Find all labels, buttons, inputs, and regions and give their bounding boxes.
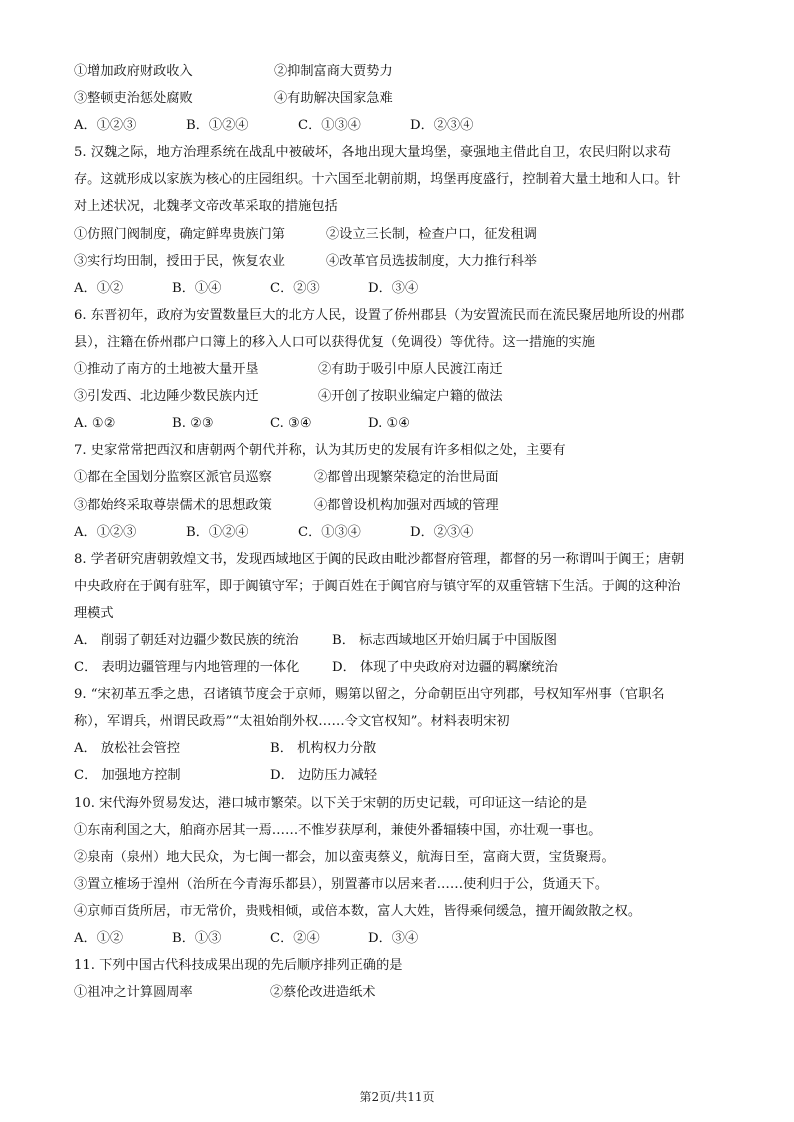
q5-stem-line-2: 存。这就形成以家族为核心的庄园组织。十六国至北朝前期，坞堡再度盛行，控制着大量土地和人口。针 xyxy=(74,172,681,188)
q5-options xyxy=(74,275,734,302)
q6-stem-line-2: 县），注籍在侨州郡户口簿上的移入人口可以获得优复（免调役）等优待。这一措施的实施 xyxy=(74,334,595,350)
q6-options xyxy=(74,410,734,437)
q4-option-b: B．①②④ xyxy=(186,118,249,134)
q5-stem-line-3: 对上述状况，北魏孝文帝改革采取的措施包括 xyxy=(74,199,338,215)
q8-option-b: B． 标志西域地区开始归属于中国版图 xyxy=(332,632,557,648)
q6-option-a: A. ①② xyxy=(74,416,116,432)
q5-statements-row-1 xyxy=(74,221,734,248)
q4-option-a: A．①②③ xyxy=(74,118,137,134)
q4-option-c: C．①③④ xyxy=(298,118,361,134)
q8-stem-line-2: 中央政府在于阗有驻军，即于阗镇守军；于阗百姓在于阗官府与镇守军的双重管辖下生活。于阗的这种治 xyxy=(74,578,681,594)
q4-statement-3: ③整顿吏治惩处腐败 xyxy=(74,91,193,107)
q7-options xyxy=(74,519,734,546)
q5-statement-2: ②设立三长制，检查户口，征发租调 xyxy=(326,226,537,242)
q6-statements-row-1 xyxy=(74,356,734,383)
q5-option-d: D．③④ xyxy=(368,280,419,296)
q6-statements-row-2 xyxy=(74,383,734,410)
q8-options-row-1 xyxy=(74,627,734,654)
q9-option-b: B． 机构权力分散 xyxy=(270,741,377,757)
q4-option-d: D．②③④ xyxy=(410,118,474,134)
q6-statement-4: ④开创了按职业编定户籍的做法 xyxy=(318,389,503,405)
q10-options xyxy=(74,925,734,952)
q5-statement-1: ①仿照门阀制度，确定鲜卑贵族门第 xyxy=(74,226,285,242)
q8-option-a: A． 削弱了朝廷对边疆少数民族的统治 xyxy=(74,632,299,648)
q10-statement-3: ③置立榷场于湟州（治所在今青海乐都县），别置蕃市以居来者……使利归于公，货通天下。 xyxy=(74,876,609,892)
q10-statement-4: ④京师百货所居，市无常价，贵贱相倾，或倍本数，富人大姓，皆得乘伺缓急，擅开阖敛散之权。 xyxy=(74,903,642,919)
q6-statement-3: ③引发西、北边陲少数民族内迁 xyxy=(74,389,259,405)
q9-stem-line-1: 9. “宋初革五季之患，召诸镇节度会于京师，赐第以留之，分命朝臣出守列郡，号权知军州事（官职名 xyxy=(74,687,665,703)
q10-stem-line-1: 10. 宋代海外贸易发达，港口城市繁荣。以下关于宋朝的历史记载，可印证这一结论的是 xyxy=(74,795,588,811)
q4-statements-row-1 xyxy=(74,58,734,85)
q10-option-b: B．①③ xyxy=(172,931,222,946)
q4-statement-1: ①增加政府财政收入 xyxy=(74,64,193,79)
q9-option-a: A． 放松社会管控 xyxy=(74,741,181,757)
q7-statements-row-1 xyxy=(74,464,734,491)
q9-options-row-2 xyxy=(74,762,734,789)
q11-statements-row-1 xyxy=(74,979,734,1006)
q6-statement-1: ①推动了南方的土地被大量开垦 xyxy=(74,362,259,378)
q7-statement-3: ③都始终采取尊崇儒术的思想政策 xyxy=(74,497,272,513)
q9-option-d: D． 边防压力减轻 xyxy=(270,768,378,784)
q8-options-row-2 xyxy=(74,654,734,681)
q4-statements-row-2 xyxy=(74,85,734,112)
q7-statement-2: ②都曾出现繁荣稳定的治世局面 xyxy=(314,470,499,486)
q5-statements-row-2 xyxy=(74,248,734,275)
page-content xyxy=(74,58,734,1006)
q5-option-a: A．①② xyxy=(74,280,124,296)
q9-options-row-1 xyxy=(74,735,734,762)
q6-stem-line-1: 6. 东晋初年，政府为安置数量巨大的北方人民，设置了侨州郡县（为安置流民而在流民聚居地所设的州郡 xyxy=(74,307,685,323)
q10-statement-2: ②泉南（泉州）地大民众，为七闽一都会，加以蛮夷蔡义，航海日至，富商大贾，宝货聚焉。 xyxy=(74,849,615,865)
q8-option-d: D． 体现了中央政府对边疆的羁縻统治 xyxy=(332,660,558,676)
q10-option-c: C．②④ xyxy=(270,931,320,946)
q5-option-b: B．①④ xyxy=(172,280,222,296)
q10-statement-1: ①东南利国之大，舶商亦居其一焉……不惟岁获厚利，兼使外番辐辏中国，亦壮观一事也。 xyxy=(74,822,602,838)
q11-statement-1: ①祖冲之计算圆周率 xyxy=(74,985,193,1001)
q7-statement-1: ①都在全国划分监察区派官员巡察 xyxy=(74,470,272,486)
q7-option-c: C．①③④ xyxy=(298,524,361,540)
q7-option-b: B．①②④ xyxy=(186,524,249,540)
q5-statement-3: ③实行均田制，授田于民，恢复农业 xyxy=(74,253,285,269)
q11-statement-2: ②蔡伦改进造纸术 xyxy=(270,985,376,1001)
q11-stem-line-1: 11. 下列中国古代科技成果出现的先后顺序排列正确的是 xyxy=(74,958,403,974)
q6-option-c: C. ③④ xyxy=(270,416,312,432)
q10-option-d: D．③④ xyxy=(368,931,419,946)
q7-statements-row-2 xyxy=(74,492,734,519)
q9-stem-line-2: 称），军谓兵，州谓民政焉”“太祖始削外权……令文官权知”。材料表明宋初 xyxy=(74,714,510,730)
q8-stem-line-3: 理模式 xyxy=(74,605,114,621)
q7-option-d: D．②③④ xyxy=(410,524,474,540)
q5-stem-line-1: 5. 汉魏之际，地方治理系统在战乱中被破坏，各地出现大量坞堡，豪强地主借此自卫，农民归附以求苟 xyxy=(74,145,672,161)
q6-option-d: D. ①④ xyxy=(368,416,411,432)
q7-option-a: A．①②③ xyxy=(74,524,137,540)
q7-statement-4: ④都曾设机构加强对西域的管理 xyxy=(314,497,499,513)
q8-option-c: C． 表明边疆管理与内地管理的一体化 xyxy=(74,660,300,676)
q10-option-a: A．①② xyxy=(74,931,124,946)
q7-stem-line-1: 7. 史家常常把西汉和唐朝两个朝代并称，认为其历史的发展有许多相似之处，主要有 xyxy=(74,443,566,459)
page-number-footer: 第2页/共11页 xyxy=(359,1090,435,1104)
q5-statement-4: ④改革官员选拔制度，大力推行科举 xyxy=(326,253,537,269)
q8-stem-line-1: 8. 学者研究唐朝敦煌文书，发现西域地区于阗的民政由毗沙都督府管理，都督的另一称谓叫于阗王；唐朝 xyxy=(74,551,685,567)
q4-statement-4: ④有助解决国家急难 xyxy=(274,91,393,107)
q4-options xyxy=(74,112,734,139)
q6-statement-2: ②有助于吸引中原人民渡江南迁 xyxy=(318,362,503,378)
q9-option-c: C． 加强地方控制 xyxy=(74,768,181,784)
q5-option-c: C．②③ xyxy=(270,280,320,296)
q6-option-b: B. ②③ xyxy=(172,416,214,432)
q4-statement-2: ②抑制富商大贾势力 xyxy=(274,64,393,79)
